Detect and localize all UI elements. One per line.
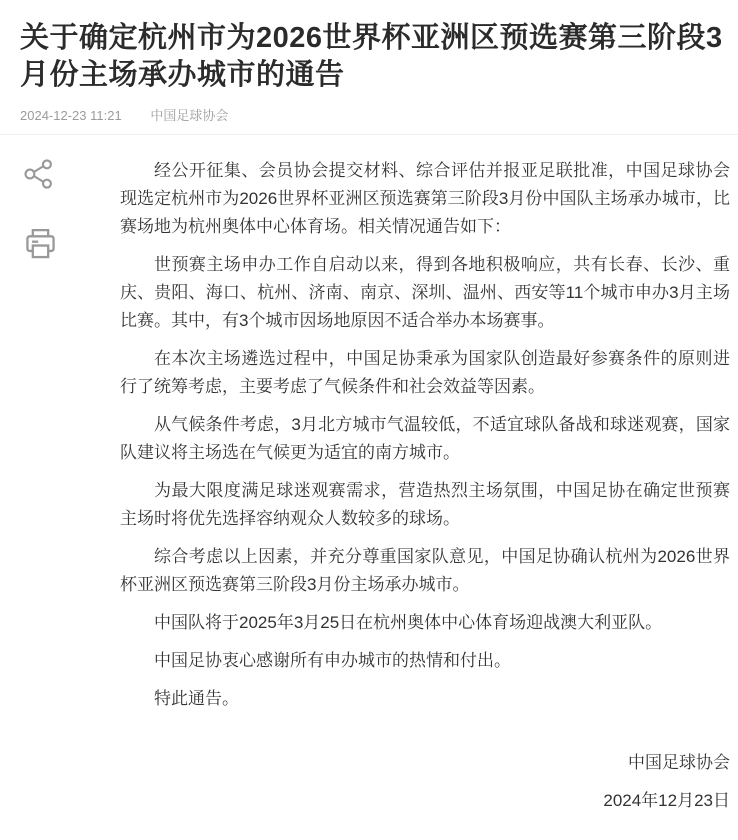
article-body (120, 157, 730, 815)
print-icon (22, 224, 59, 264)
publish-datetime: 2024-12-23 11:21 (20, 108, 122, 123)
article-paragraph: 经公开征集、会员协会提交材料、综合评估并报亚足联批准，中国足球协会现选定杭州市为2026世界杯亚洲区预选赛第三阶段3月份中国队主场承办城市，比赛场地为杭州奥体中心体育场。相关情况通告如下： (120, 161, 730, 236)
article-paragraph: 中国队将于2025年3月25日在杭州奥体中心体育场迎战澳大利亚队。 (154, 613, 663, 632)
article-paragraph: 综合考虑以上因素，并充分尊重国家队意见，中国足协确认杭州为2026世界杯亚洲区预选赛第三阶段3月份主场承办城市。 (120, 547, 730, 594)
share-toolbar (20, 157, 120, 815)
print-button[interactable] (22, 224, 59, 264)
article-paragraph: 特此通告。 (154, 689, 239, 708)
article-paragraph: 中国足协衷心感谢所有申办城市的热情和付出。 (154, 651, 511, 670)
header-divider (0, 134, 738, 135)
article-meta (20, 107, 730, 125)
article-paragraph: 为最大限度满足球迷观赛需求，营造热烈主场氛围，中国足协在确定世预赛主场时将优先选择容纳观众人数较多的球场。 (120, 481, 730, 528)
publish-source: 中国足球协会 (150, 108, 229, 123)
share-button[interactable] (22, 157, 56, 191)
page-title: 关于确定杭州市为2026世界杯亚洲区预选赛第三阶段3月份主场承办城市的通告 (20, 22, 723, 91)
article-paragraph: 在本次主场遴选过程中，中国足协秉承为国家队创造最好参赛条件的原则进行了统筹考虑，主要考虑了气候条件和社会效益等因素。 (120, 349, 730, 396)
signature-date: 2024年12月23日 (603, 791, 730, 810)
article-paragraphs (120, 157, 730, 713)
signature-block (120, 749, 730, 815)
share-icon (22, 157, 56, 191)
article-paragraph: 世预赛主场申办工作自启动以来，得到各地积极响应，共有长春、长沙、重庆、贵阳、海口、杭州、济南、南京、深圳、温州、西安等11个城市申办3月主场比赛。其中，有3个城市因场地原因不适合举办本场赛事。 (120, 255, 730, 330)
article-paragraph: 从气候条件考虑，3月北方城市气温较低，不适宜球队备战和球迷观赛，国家队建议将主场选在气候更为适宜的南方城市。 (120, 415, 730, 462)
signature-org: 中国足球协会 (628, 753, 730, 772)
